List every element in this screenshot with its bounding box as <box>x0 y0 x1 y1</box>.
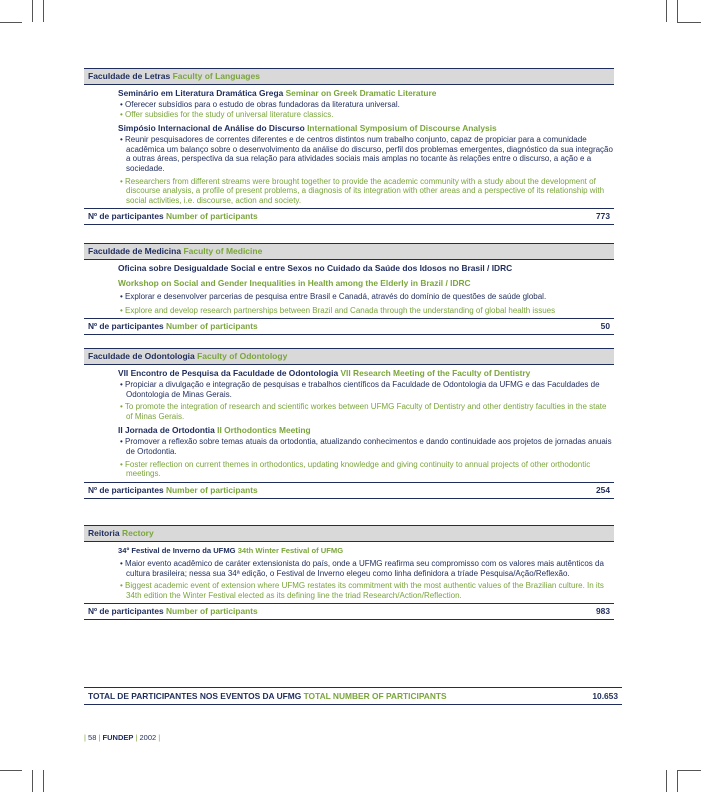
participants-count: 773 <box>596 211 610 222</box>
crop-mark <box>32 770 33 792</box>
participants-count: 983 <box>596 606 610 617</box>
bullet-pt: • Propiciar a divulgação e integração de pesquisas e trabalhos científicos da Faculdade de Odontologia da UFMG e das Faculdades de Odontologia de Minas Gerais. <box>120 380 600 399</box>
bullet-pt: • Oferecer subsídios para o estudo de obras fundadoras da literatura universal. <box>120 100 400 109</box>
participants-count: 254 <box>596 484 610 495</box>
total-count: 10.653 <box>592 691 618 701</box>
section-letras <box>84 68 614 225</box>
section-medicina <box>84 243 614 335</box>
crop-mark <box>677 22 701 23</box>
participants-row: Nº de participantes Number of participants 50 <box>84 318 614 335</box>
page-footer: | 58 | FUNDEP | 2002 | <box>84 733 161 742</box>
crop-mark <box>43 0 44 22</box>
bullet-pt: • Reunir pesquisadores de correntes diferentes e de centros distintos num trabalho conjunto, capaz de propiciar para a comunidade acadêmica um balanço sobre o desenvolvimento da análise do discurso, perfil dos problemas emergentes, diagnóstico da sua integração a outras áreas, perspectiva da sua relação para atividades sociais mais amplas no tocante às relações entre o discurso, a ação e a sociedade. <box>120 135 613 173</box>
event-title: II Jornada de Ortodontia II Orthodontics Meeting <box>118 425 311 436</box>
section-header: Faculdade de Odontologia Faculty of Odontology <box>84 348 614 365</box>
crop-mark <box>677 0 678 22</box>
bullet-en: • Researchers from different streams were brought together to provide the academic community with a study about the development of discourse analysis, a profile of present problems, a diagnosis of its integration with other areas and a perspective of its relationship with social activities, i.e. discourse, action and society. <box>120 176 605 205</box>
bullet-pt: • Maior evento acadêmico de caráter extensionista do país, onde a UFMG reafirma seu compromisso com os valores mais autênticos da cultura brasileira; nessa sua 34ª edição, o Festival de Inverno elegeu como linha definidora a tríade Pesquisa/Ação/Reflexão. <box>120 559 604 578</box>
participants-row: Nº de participantes Number of participants 254 <box>84 482 614 499</box>
section-header: Faculdade de Medicina Faculty of Medicine <box>84 243 614 260</box>
crop-mark <box>0 770 22 771</box>
crop-mark <box>0 22 22 23</box>
crop-mark <box>32 0 33 22</box>
participants-count: 50 <box>600 321 610 332</box>
event-title: VII Encontro de Pesquisa da Faculdade de Odontologia VII Research Meeting of the Faculty of Dentistry <box>118 368 531 378</box>
section-header: Reitoria Rectory <box>84 525 614 542</box>
section-header: Faculdade de Letras Faculty of Languages <box>84 68 614 85</box>
bullet-en: • Explore and develop research partnerships between Brazil and Canada through the understanding of global health issues <box>120 305 556 315</box>
bullet-en: • To promote the integration of research and scientific workes between UFMG Faculty of Dentistry and other dentistry faculties in the state of Minas Gerais. <box>120 402 607 421</box>
section-reitoria <box>84 525 614 620</box>
bullet-en: • Biggest academic event of extension where UFMG restates its commitment with the most authentic values of the Brazilian culture. In its 34th edition the Winter Festival elected as its defining line the triad Research/Action/Reflection. <box>120 581 604 600</box>
event-title: Oficina sobre Desigualdade Social e entre Sexos no Cuidado da Saúde dos Idosos no Brasil / IDRC <box>118 263 513 273</box>
bullet-pt: • Explorar e desenvolver parcerias de pesquisa entre Brasil e Canadá, através do domínio de questões de saúde global. <box>120 292 547 301</box>
total-participants-row: TOTAL DE PARTICIPANTES NOS EVENTOS DA UFMG TOTAL NUMBER OF PARTICIPANTS 10.653 <box>84 687 622 705</box>
event-title: Seminário em Literatura Dramática Grega Seminar on Greek Dramatic Literature <box>118 88 437 98</box>
crop-mark <box>666 770 667 792</box>
participants-row: Nº de participantes Number of participants 773 <box>84 208 614 225</box>
bullet-en: • Foster reflection on current themes in orthodontics, updating knowledge and giving continuity to annual projects of other orthodontic meetings. <box>120 459 591 479</box>
crop-mark <box>666 0 667 22</box>
crop-mark <box>677 770 701 771</box>
event-title: 34º Festival de Inverno da UFMG 34th Winter Festival of UFMG <box>118 546 344 555</box>
participants-row: Nº de participantes Number of participants 983 <box>84 603 614 620</box>
event-title: Simpósio Internacional de Análise do Discurso International Symposium of Discourse Analysis <box>118 123 497 134</box>
page-number: 58 <box>88 733 97 742</box>
footer-year: 2002 <box>139 733 157 742</box>
event-title-en: Workshop on Social and Gender Inequalities in Health among the Elderly in Brazil / IDRC <box>118 278 471 288</box>
crop-mark <box>43 770 44 792</box>
footer-org: FUNDEP <box>102 733 134 742</box>
crop-mark <box>677 770 678 792</box>
bullet-en: • Offer subsidies for the study of universal literature classics. <box>120 109 334 119</box>
section-odontologia <box>84 348 614 499</box>
bullet-pt: • Promover a reflexão sobre temas atuais da ortodontia, atualizando conhecimentos e dando continuidade aos projetos de jornadas anuais de Ortodontia. <box>120 437 612 456</box>
